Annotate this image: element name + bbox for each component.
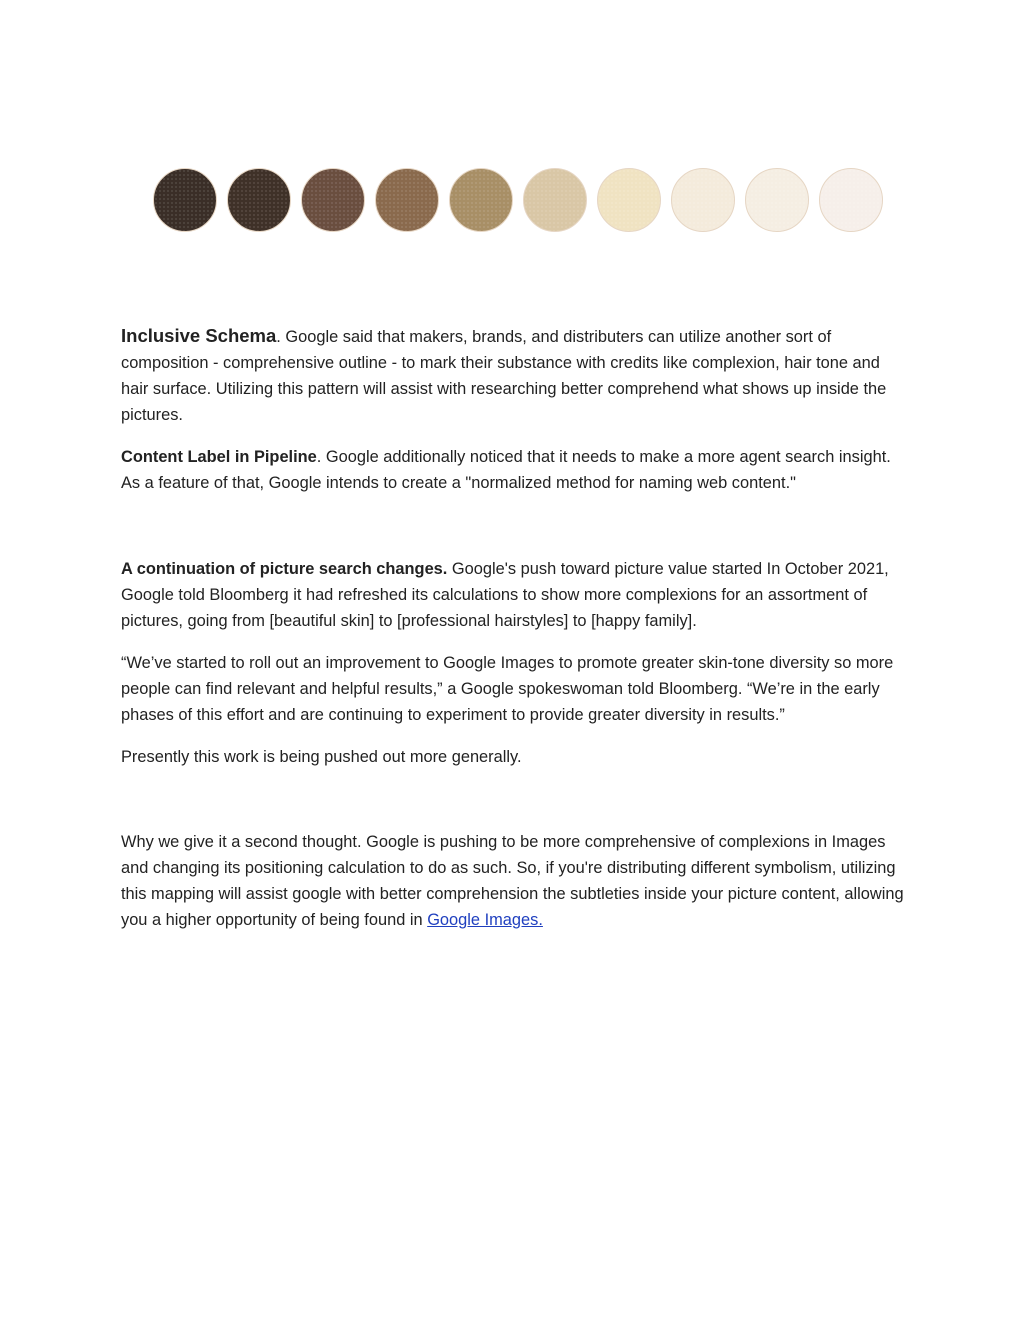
paragraph-why: [121, 829, 911, 933]
paragraph-text: Google's push toward picture value started In October 2021, Google told Bloomberg it had refreshed its calculations to show more complexions for an assortment of pictures, going from [beautiful skin] to [professional hairstyles] to [happy family].: [121, 560, 889, 630]
skin-tone-swatch: [523, 168, 587, 232]
paragraph-lead: A continuation of picture search changes.: [121, 560, 448, 578]
skin-tone-swatch: [153, 168, 217, 232]
article-body: [121, 323, 911, 949]
paragraph-continuation: [121, 556, 911, 634]
paragraph-text: . Google said that makers, brands, and distributers can utilize another sort of composition - comprehensive outline - to mark their substance with credits like complexion, hair tone and hair surface. Utilizing this pattern will assist with researching better comprehend what shows up inside the pictures.: [121, 328, 887, 424]
skin-tone-swatch: [671, 168, 735, 232]
paragraph-text: Why we give it a second thought. Google is pushing to be more comprehensive of complexions in Images and changing its positioning calculation to do as such. So, if you're distributing different symbolism, utilizing this mapping will assist google with better comprehension the subtleties inside your picture content, allowing you a higher opportunity of being found in: [121, 833, 904, 929]
paragraph-inclusive-schema: [121, 323, 911, 428]
skin-tone-swatch: [597, 168, 661, 232]
paragraph-content-label: [121, 444, 911, 496]
paragraph-presently: [121, 744, 911, 770]
skin-tone-swatch: [227, 168, 291, 232]
skin-tone-swatch: [819, 168, 883, 232]
skin-tone-swatch: [745, 168, 809, 232]
paragraph-text: Presently this work is being pushed out more generally.: [121, 748, 522, 766]
skin-tone-swatches: [153, 168, 883, 234]
spacer: [121, 786, 911, 829]
paragraph-lead: Inclusive Schema: [121, 325, 277, 346]
spacer: [121, 512, 911, 556]
skin-tone-swatch: [449, 168, 513, 232]
skin-tone-swatch: [301, 168, 365, 232]
google-images-link[interactable]: Google Images.: [427, 911, 543, 929]
skin-tone-swatch: [375, 168, 439, 232]
paragraph-lead: Content Label in Pipeline: [121, 448, 317, 466]
paragraph-text: . Google additionally noticed that it needs to make a more agent search insight. As a feature of that, Google intends to create a "normalized method for naming web content.": [121, 448, 891, 492]
paragraph-quote: [121, 650, 911, 728]
paragraph-text: “We’ve started to roll out an improvement to Google Images to promote greater skin-tone diversity so more people can find relevant and helpful results,” a Google spokeswoman told Bloomberg. “We’re in the early phases of this effort and are continuing to experiment to provide greater diversity in results.”: [121, 654, 894, 724]
